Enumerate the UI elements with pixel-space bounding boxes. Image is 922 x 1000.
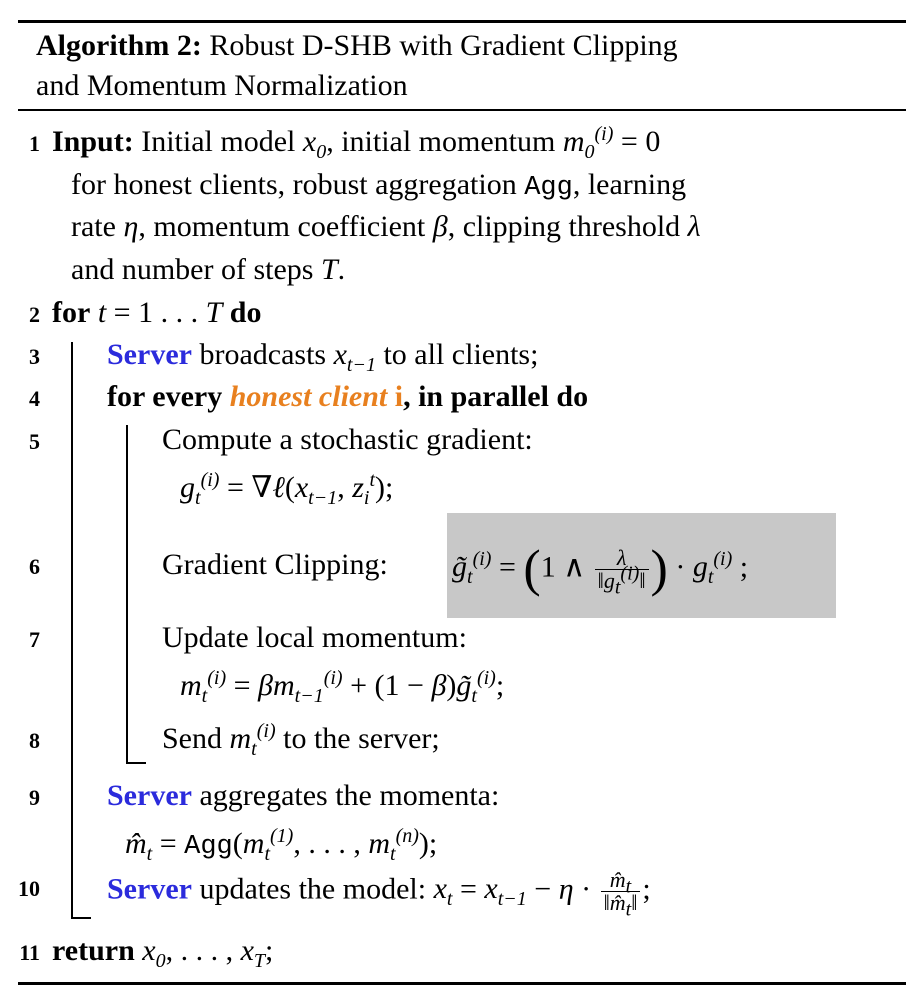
in-parallel-keyword: , in parallel do bbox=[403, 380, 589, 413]
agg-operator: Agg bbox=[184, 832, 233, 862]
line-number: 8 bbox=[29, 728, 40, 753]
algorithm-title-line2 bbox=[36, 68, 408, 104]
line-number: 1 bbox=[29, 131, 40, 156]
input-line-4 bbox=[71, 252, 345, 288]
gradient-clipping-text: Gradient Clipping: bbox=[162, 548, 388, 581]
line-number: 4 bbox=[29, 386, 40, 411]
math-m-t: $m_t^{(i)}$ bbox=[229, 720, 276, 760]
input-text: , learning bbox=[572, 168, 687, 201]
math-x-prev: $x_{t-1}$ bbox=[333, 338, 376, 376]
input-text: , momentum coefficient bbox=[138, 210, 426, 243]
do-keyword: do bbox=[229, 296, 262, 329]
input-text: rate bbox=[71, 210, 116, 243]
algorithm-title-text2: and Momentum Normalization bbox=[36, 69, 408, 102]
header-rule bbox=[18, 109, 906, 111]
send-line bbox=[162, 720, 440, 760]
parallel-loop-gutter-end bbox=[126, 762, 146, 764]
line-number: 6 bbox=[29, 554, 40, 579]
momentum-formula: $m_t^{(i)} = \beta m_{t-1}^{(i)} + (1$ − $\beta)g̃_t^{(i)}$; bbox=[180, 667, 505, 707]
client-index: i bbox=[394, 380, 404, 413]
for-every-keyword: for every bbox=[107, 380, 223, 413]
line-number: 10 bbox=[18, 876, 40, 901]
math-eta: η bbox=[123, 210, 139, 243]
line-number: 7 bbox=[29, 627, 40, 652]
input-text: and number of steps bbox=[71, 253, 314, 286]
server-label: Server bbox=[107, 338, 192, 371]
for-line: for t = 1 . . . T do bbox=[52, 296, 262, 329]
line-number: 9 bbox=[29, 785, 40, 810]
math-beta: β bbox=[432, 210, 448, 243]
aggregate-line bbox=[107, 778, 499, 814]
broadcast-line bbox=[107, 337, 539, 376]
honest-client-label: honest client bbox=[229, 380, 388, 413]
update-model-text: updates the model: bbox=[199, 872, 427, 906]
broadcast-text: broadcasts bbox=[199, 338, 327, 371]
parallel-loop-gutter bbox=[126, 425, 128, 764]
input-line-2 bbox=[71, 167, 686, 206]
math-x0: $x_0$ bbox=[302, 125, 327, 163]
math-T: T bbox=[205, 296, 223, 329]
for-loop-gutter-end bbox=[71, 917, 91, 919]
return-line: return $x_0$, . . . , $x_T$; bbox=[52, 934, 274, 972]
server-label: Server bbox=[107, 872, 192, 906]
for-keyword: for bbox=[52, 296, 91, 329]
for-loop-gutter bbox=[71, 342, 73, 919]
parallel-for-line bbox=[107, 379, 588, 415]
math-T: T bbox=[320, 253, 338, 286]
line-number: 3 bbox=[29, 344, 40, 369]
input-line: Input: Initial model $x_0$, initial momentum $m_0^{(i)} = 0$ bbox=[52, 123, 661, 163]
send-text: Send bbox=[162, 722, 222, 755]
input-line-3 bbox=[71, 209, 701, 245]
line-number: 2 bbox=[29, 302, 40, 327]
math-lambda: λ bbox=[687, 210, 701, 243]
return-keyword: return bbox=[52, 934, 135, 967]
server-label: Server bbox=[107, 779, 192, 812]
input-text: , initial momentum bbox=[326, 125, 556, 158]
update-model-line: Server updates the model: $x_t = x_{t-1} - \eta$ · $\frac{m̂_t}{‖m̂_t‖}$ ; bbox=[107, 867, 651, 921]
algorithm-title-line1: Robust D-SHB with Gradient Clipping bbox=[209, 29, 678, 62]
gradient-clipping-line bbox=[162, 547, 388, 583]
update-momentum-text: Update local momentum: bbox=[162, 621, 467, 654]
input-text: Initial model bbox=[141, 125, 296, 158]
compute-gradient-text: Compute a stochastic gradient: bbox=[162, 423, 533, 456]
bottom-rule bbox=[18, 982, 906, 985]
math-t-range: t bbox=[97, 296, 107, 329]
gradient-formula: $g_t^{(i)}$ = $\nabla\ell(x_{t-1}$, $z_i^t$); bbox=[180, 469, 394, 509]
input-keyword: Input: bbox=[52, 125, 134, 158]
broadcast-text: to all clients; bbox=[383, 338, 539, 371]
top-rule bbox=[18, 20, 906, 23]
input-text: for honest clients, robust aggregation bbox=[71, 168, 517, 201]
send-text: to the server; bbox=[283, 722, 440, 755]
math-m0: $m_0^{(i)}$ bbox=[562, 123, 614, 163]
algorithm-title bbox=[36, 28, 678, 64]
line-number: 5 bbox=[29, 429, 40, 454]
update-momentum-line bbox=[162, 620, 467, 656]
agg-operator: Agg bbox=[524, 173, 573, 203]
algorithm-label: Algorithm 2: bbox=[36, 29, 202, 62]
aggregate-text: aggregates the momenta: bbox=[199, 779, 500, 812]
input-text: , clipping threshold bbox=[447, 210, 681, 243]
compute-gradient-line bbox=[162, 422, 533, 458]
clipping-formula: $g̃_t^{(i)} = (1$ ∧ $\frac{\lambda}{‖g_t^{(i)}‖}$ ) · $g_t^{(i)}$ ; bbox=[452, 540, 749, 599]
line-number: 11 bbox=[19, 940, 40, 965]
input-text: . bbox=[337, 253, 346, 286]
aggregate-formula: $m̂_t = Agg(m_t^{(1)}$, . . . , $m_t^{(n)}$); bbox=[125, 825, 438, 865]
